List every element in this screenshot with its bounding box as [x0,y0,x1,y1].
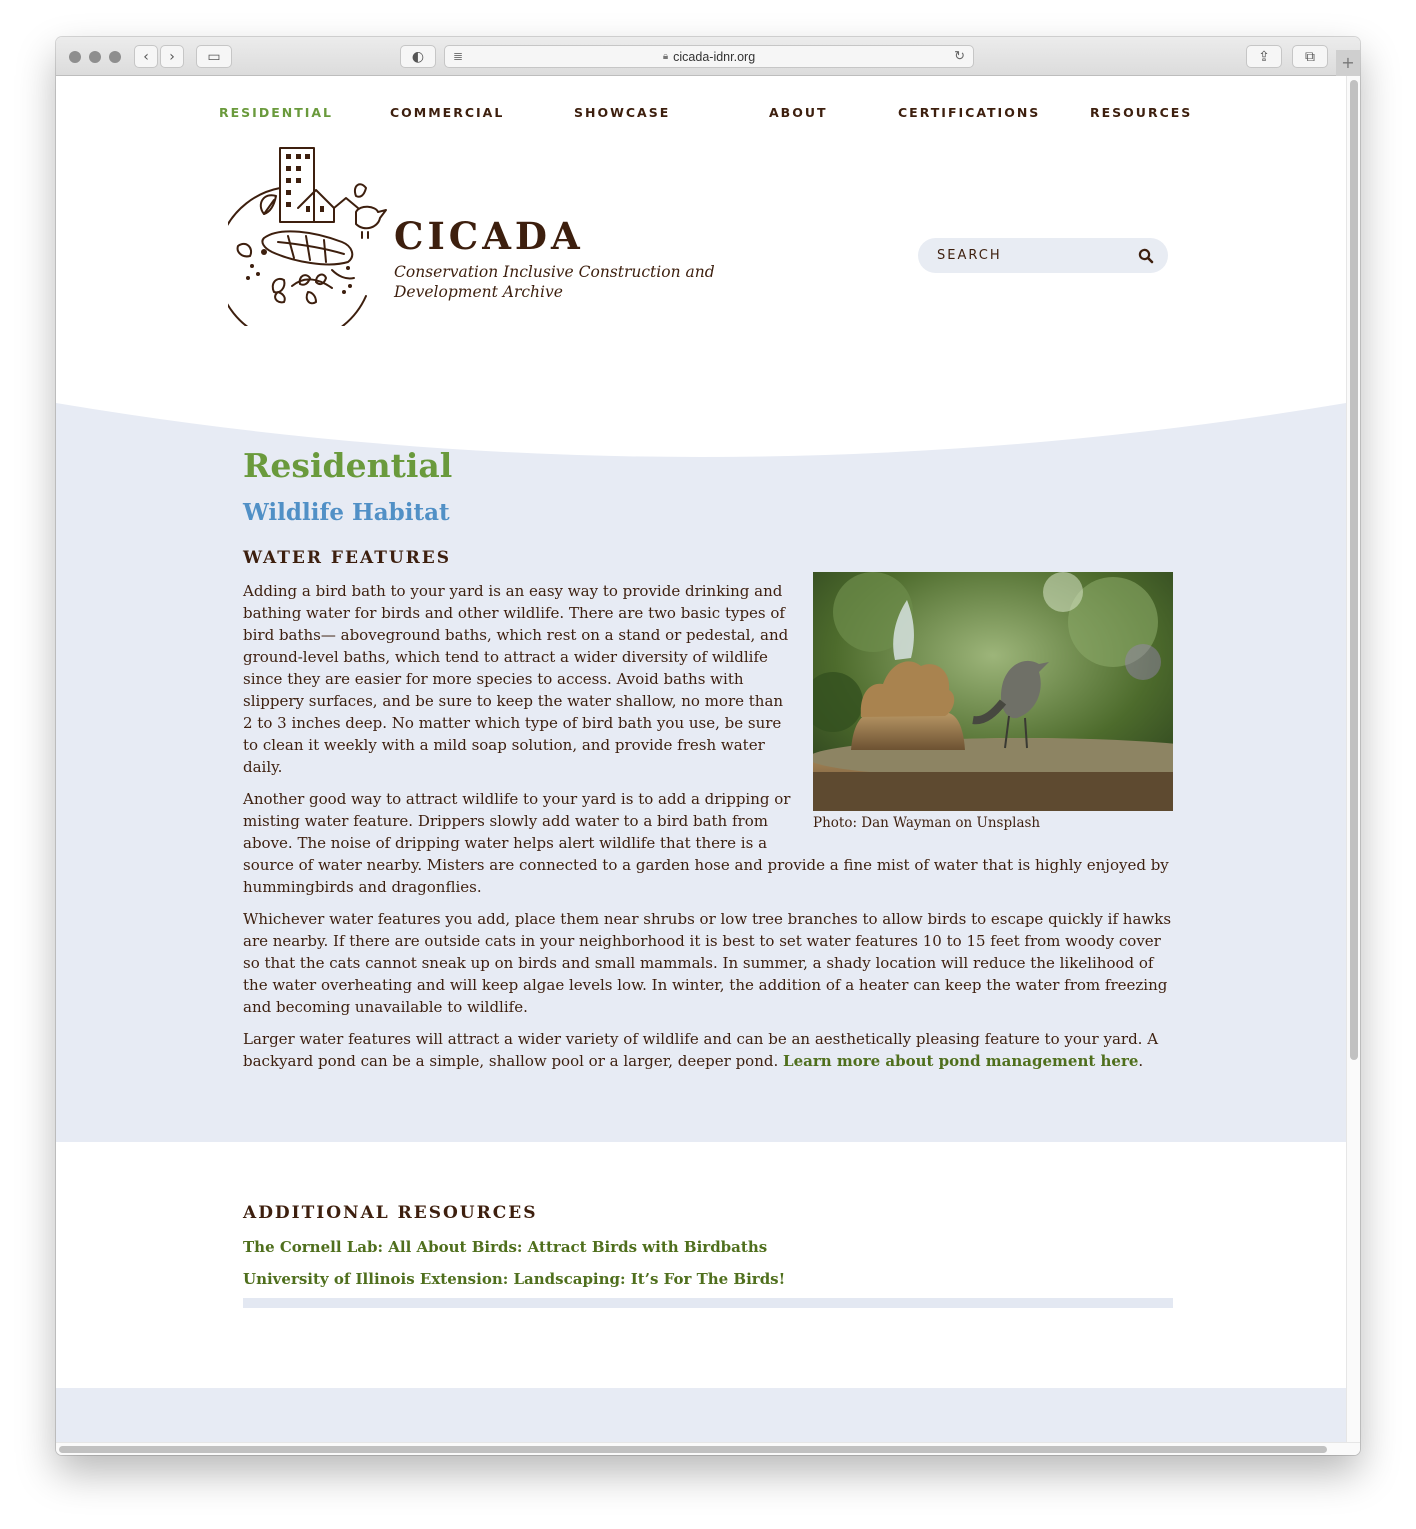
page-subtitle: Wildlife Habitat [243,499,450,526]
url-text: cicada-idnr.org [673,49,756,64]
search-input[interactable] [937,248,1138,263]
reader-icon[interactable]: ≣ [453,49,464,63]
lock-icon: 🔒︎ [662,51,669,62]
share-button[interactable] [1246,45,1282,68]
vertical-scroll-thumb[interactable] [1350,80,1358,1060]
search-icon[interactable] [1138,248,1154,264]
nav-residential[interactable]: RESIDENTIAL [219,105,334,120]
brand-subtitle: Conservation Inclusive Construction and Development Archive [394,263,715,301]
zoom-window-button[interactable] [109,51,121,63]
nav-about[interactable]: ABOUT [769,105,828,120]
main-content [243,446,1173,1072]
close-window-button[interactable] [69,51,81,63]
vertical-scrollbar[interactable] [1346,76,1360,1442]
footer-band [56,1388,1346,1442]
minimize-window-button[interactable] [89,51,101,63]
resource-link-cornell[interactable]: The Cornell Lab: All About Birds: Attract Birds with Birdbaths [243,1238,768,1256]
chevron-left-icon: ‹ [143,48,149,65]
main-nav [56,105,1346,125]
reload-icon[interactable]: ↻ [954,48,965,63]
page-title: Residential [243,446,453,485]
pond-link-suffix: . [1138,1052,1144,1070]
address-bar[interactable] [444,45,974,68]
bird-bath-photo [813,572,1173,811]
web-page [56,76,1346,1442]
tabs-overview-button[interactable] [1292,45,1328,68]
nav-commercial[interactable]: COMMERCIAL [390,105,505,120]
nav-showcase[interactable]: SHOWCASE [574,105,671,120]
browser-window [56,37,1360,1455]
photo-caption: Photo: Dan Wayman on Unsplash [813,815,1041,831]
tabs-icon: ⧉ [1305,48,1315,65]
horizontal-scrollbar[interactable] [56,1442,1360,1455]
new-tab-button[interactable]: + [1336,50,1360,76]
browser-toolbar [56,37,1360,76]
cicada-logo-icon[interactable] [228,146,388,326]
privacy-report-button[interactable] [400,45,436,68]
paragraph-bird-baths: Adding a bird bath to your yard is an easy way to provide drinking and bathing water for birds and other wildlife. There are two basic types of bird baths— aboveground baths, which rest on a stand or pedestal, and ground-level baths, which tend to attract a wider diversity of wildlife since they are easier for more species to access. Avoid baths with slippery surfaces, and be sure to keep the water shallow, no more than 2 to 3 inches deep. No matter which type of bird bath you use, be sure to clean it weekly with a mild soap solution, and provide fresh water daily. [243,582,789,776]
paragraph-placement: Whichever water features you add, place them near shrubs or low tree branches to allow birds to escape quickly if hawks are nearby. If there are outside cats in your neighborhood it is best to set water features 10 to 15 feet from woody cover so that the cats cannot sneak up on birds and small mammals. In summer, a shady location will reduce the likelihood of the water overheating and will keep algae levels low. In winter, the addition of a heater can keep the water from freezing and becoming unavailable to wildlife. [243,910,1172,1016]
horizontal-scroll-thumb[interactable] [59,1446,1327,1453]
resource-link-illinois[interactable]: University of Illinois Extension: Landscaping: It’s For The Birds! [243,1270,786,1288]
paragraph-larger-features-text: Larger water features will attract a wider variety of wildlife and can be an aesthetically pleasing feature to your yard. A backyard pond can be a simple, shallow pool or a larger, deeper pond. [243,1030,1159,1070]
nav-certifications[interactable]: CERTIFICATIONS [898,105,1041,120]
photo-figure [813,572,1173,831]
paragraph-larger-features [243,1028,1173,1072]
shield-icon: ◐ [411,48,425,65]
sidebar-toggle-button[interactable] [196,45,232,68]
brand-title[interactable]: CICADA [394,214,584,258]
search-box [918,238,1168,273]
sidebar-icon: ▭ [207,48,221,65]
forward-button[interactable] [160,45,184,68]
section-title: WATER FEATURES [243,548,452,568]
resources-title: ADDITIONAL RESOURCES [243,1203,538,1223]
back-button[interactable] [134,45,158,68]
pond-management-link[interactable]: Learn more about pond management here [783,1052,1139,1070]
chevron-right-icon: › [169,48,175,65]
nav-resources[interactable]: RESOURCES [1090,105,1193,120]
section-divider [243,1298,1173,1308]
share-icon: ⇪ [1258,48,1270,65]
additional-resources [243,1201,1173,1289]
paragraph-drippers: Another good way to attract wildlife to your yard is to add a dripping or misting water feature. Drippers slowly add water to a bird bath from above. The noise of dripping water helps alert wildlife that there is a source of water nearby. Misters are connected to a garden hose and provide a fine mist of water that is highly enjoyed by hummingbirds and dragonflies. [243,790,1169,896]
